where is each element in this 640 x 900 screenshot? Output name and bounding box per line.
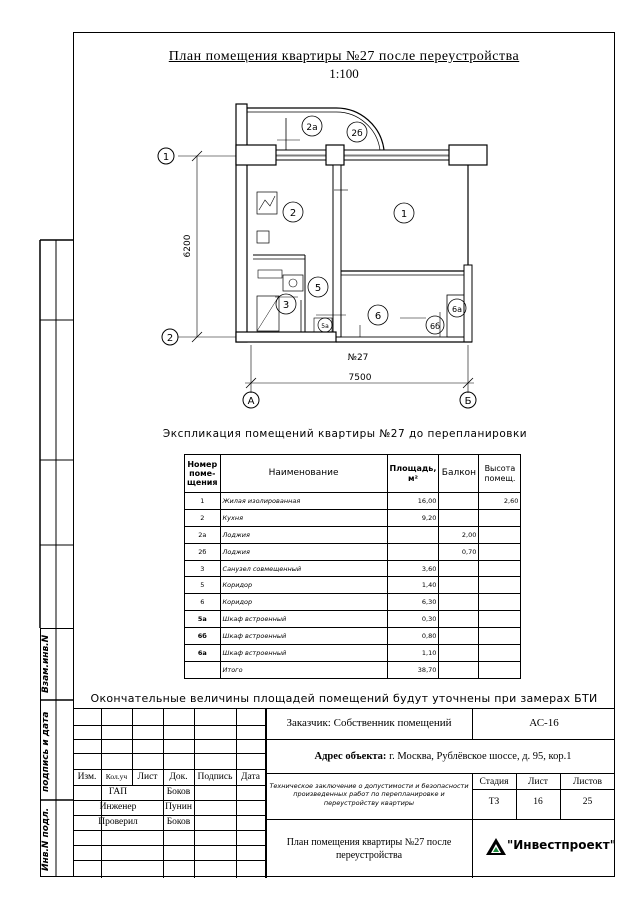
room-balcony-cell: 2,00 bbox=[439, 526, 479, 543]
apartment-label: №27 bbox=[347, 353, 369, 363]
room-area-cell: 0,80 bbox=[387, 628, 439, 645]
address-label: Адрес объекта: bbox=[314, 751, 387, 762]
col-data: Дата bbox=[241, 772, 260, 782]
room-area-cell: 1,10 bbox=[387, 645, 439, 662]
room-name-cell: Коридор bbox=[220, 594, 387, 611]
axis-a-label: А bbox=[247, 396, 255, 407]
document-title: Техническое заключение о допустимости и безопасности произведенных работ по перепланировке и переустройству квартиры bbox=[269, 782, 469, 807]
side-label-inv: Инв.N подл. bbox=[41, 807, 51, 871]
room-name-cell: Кухня bbox=[220, 509, 387, 526]
side-label-podpis: подпись и дата bbox=[41, 711, 51, 792]
room-name-cell: Шкаф встроенный bbox=[220, 645, 387, 662]
room-number-cell: 6а bbox=[185, 645, 221, 662]
room-6a-label: 6а bbox=[452, 305, 462, 314]
stage-label: Стадия bbox=[479, 777, 509, 787]
room-area-cell: 6,30 bbox=[387, 594, 439, 611]
customer-label: Заказчик: Собственник помещений bbox=[286, 717, 452, 729]
explication-title: Экспликация помещений квартиры №27 до перепланировки bbox=[162, 428, 528, 440]
room-5a-label: 5а bbox=[321, 323, 329, 330]
room-number-cell: 6 bbox=[185, 594, 221, 611]
room-number-cell: 2б bbox=[185, 543, 221, 560]
room-6-label: 6 bbox=[374, 311, 382, 322]
name-checker: Боков bbox=[166, 817, 191, 827]
room-area-cell: 38,70 bbox=[387, 661, 439, 678]
col-dok: Док. bbox=[169, 772, 188, 782]
axis-b-label: Б bbox=[464, 396, 472, 407]
col-podpis: Подпись bbox=[197, 772, 233, 782]
room-2a-label: 2а bbox=[306, 123, 318, 133]
col-list: Лист bbox=[137, 772, 158, 782]
room-height-cell: 2,60 bbox=[479, 493, 521, 510]
header-name: Наименование bbox=[220, 455, 387, 493]
room-2-label: 2 bbox=[289, 208, 297, 219]
sheet-label: Лист bbox=[528, 777, 548, 787]
room-number-cell: 5а bbox=[185, 611, 221, 628]
room-name-cell: Лоджия bbox=[220, 526, 387, 543]
role-engineer: Инженер bbox=[99, 802, 137, 812]
room-name-cell: Шкаф встроенный bbox=[220, 628, 387, 645]
room-1-label: 1 bbox=[400, 209, 408, 220]
side-label-vzam: Взам.инв.N bbox=[41, 634, 51, 693]
room-area-cell: 9,20 bbox=[387, 509, 439, 526]
title-block bbox=[73, 708, 615, 877]
sheet-title: План помещения квартиры №27 после переустройства bbox=[286, 837, 452, 861]
room-name-cell: Лоджия bbox=[220, 543, 387, 560]
sheets-label: Листов bbox=[572, 777, 602, 787]
axis-1-label: 1 bbox=[162, 152, 170, 163]
sheet-value: 16 bbox=[533, 797, 543, 807]
room-name-cell: Шкаф встроенный bbox=[220, 611, 387, 628]
name-gap: Боков bbox=[166, 787, 191, 797]
sheets-value: 25 bbox=[582, 797, 593, 807]
room-name-cell: Санузел совмещенный bbox=[220, 560, 387, 577]
company-name: "Инвестпроект" bbox=[507, 838, 617, 852]
col-izm: Изм. bbox=[77, 772, 97, 782]
room-3-label: 3 bbox=[282, 300, 290, 311]
room-number-cell: 2 bbox=[185, 509, 221, 526]
company-logo-icon bbox=[485, 836, 507, 858]
stage-value: ТЗ bbox=[488, 797, 500, 807]
room-name-cell: Коридор bbox=[220, 577, 387, 594]
header-balcony: Балкон bbox=[439, 455, 479, 493]
dim-vertical-label: 6200 bbox=[183, 234, 193, 258]
room-2b-label: 2б bbox=[351, 129, 363, 139]
room-balcony-cell: 0,70 bbox=[439, 543, 479, 560]
room-number-cell: 3 bbox=[185, 560, 221, 577]
room-number-cell: 6б bbox=[185, 628, 221, 645]
room-area-cell: 3,60 bbox=[387, 560, 439, 577]
drawing-scale: 1:100 bbox=[329, 66, 359, 81]
drawing-title: План помещения квартиры №27 после переустройства bbox=[168, 49, 520, 64]
bti-note: Окончательные величины площадей помещений будут уточнены при замерах БТИ bbox=[90, 692, 598, 705]
room-number-cell: 2а bbox=[185, 526, 221, 543]
address bbox=[273, 751, 613, 762]
role-gap: ГАП bbox=[108, 787, 128, 797]
axis-2-label: 2 bbox=[166, 333, 174, 344]
room-area-cell: 16,00 bbox=[387, 493, 439, 510]
room-name-cell: Жилая изолированная bbox=[220, 493, 387, 510]
role-checker: Проверил bbox=[98, 817, 138, 827]
header-height: Высота помещ. bbox=[479, 455, 521, 493]
name-engineer: Пунин bbox=[165, 802, 192, 812]
col-kol: Кол.уч bbox=[105, 772, 128, 781]
room-number-cell: 1 bbox=[185, 493, 221, 510]
room-6b-label: 6б bbox=[429, 322, 441, 331]
header-area: Площадь, м² bbox=[387, 455, 439, 493]
project-code: АС-16 bbox=[529, 717, 559, 729]
header-num: Номер поме- щения bbox=[185, 455, 221, 493]
room-name-cell: Итого bbox=[220, 661, 387, 678]
room-number-cell: 5 bbox=[185, 577, 221, 594]
room-area-cell: 0,30 bbox=[387, 611, 439, 628]
room-area-cell: 1,40 bbox=[387, 577, 439, 594]
dim-horizontal-label: 7500 bbox=[348, 373, 372, 383]
room-5-label: 5 bbox=[314, 283, 322, 294]
address-value: г. Москва, Рублёвское шоссе, д. 95, кор.1 bbox=[389, 751, 572, 762]
